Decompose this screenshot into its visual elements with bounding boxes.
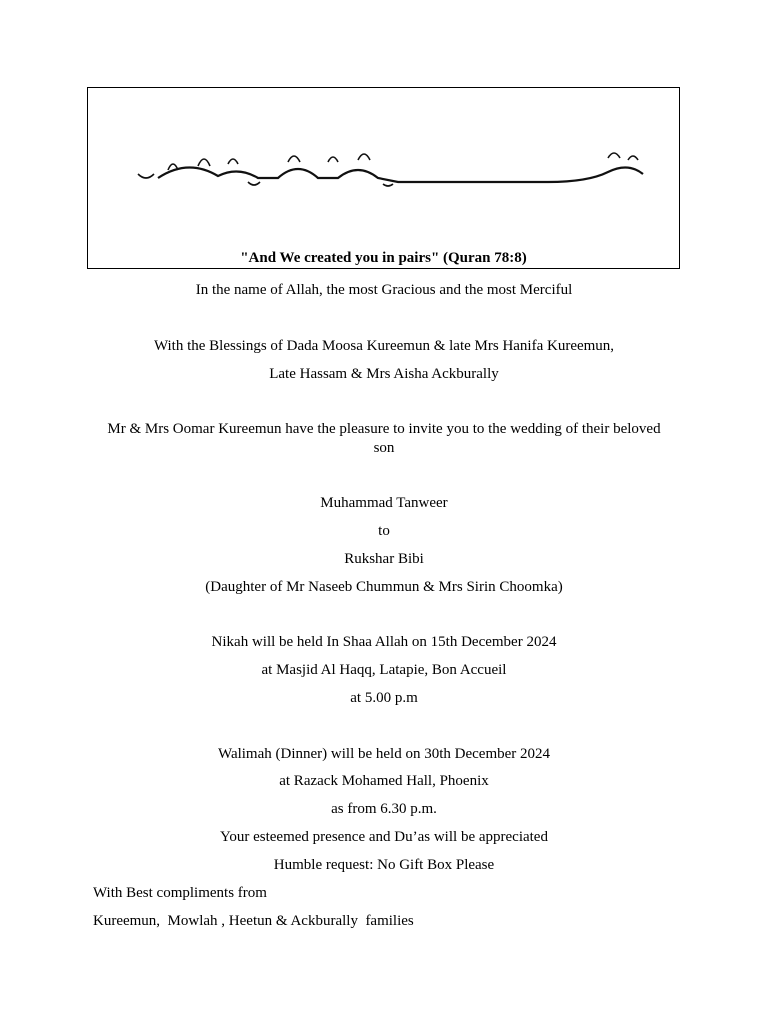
bride-parents: (Daughter of Mr Naseeb Chummun & Mrs Sirin Choomka) [205, 579, 563, 595]
to-text: to [378, 523, 390, 539]
presence-text: Your esteemed presence and Du’as will be appreciated [220, 829, 548, 845]
compliments-text: With Best compliments from [93, 885, 267, 901]
bride-name: Rukshar Bibi [344, 551, 424, 567]
walimah-time: as from 6.30 p.m. [331, 801, 437, 817]
bismillah-translation: In the name of Allah, the most Gracious and the most Merciful [195, 282, 573, 298]
invite-line-1: Mr & Mrs Oomar Kureemun have the pleasure to invite you to the wedding of their beloved [107, 421, 661, 437]
header-box [87, 87, 680, 269]
nikah-date: Nikah will be held In Shaa Allah on 15th December 2024 [211, 634, 557, 650]
invite-line-2: son [373, 440, 395, 456]
gift-request: Humble request: No Gift Box Please [273, 857, 495, 873]
blessings-line-2: Late Hassam & Mrs Aisha Ackburally [269, 366, 499, 382]
walimah-venue: at Razack Mohamed Hall, Phoenix [279, 773, 489, 789]
blessings-line-1: With the Blessings of Dada Moosa Kureemun & late Mrs Hanifa Kureemun, [153, 338, 615, 354]
quran-quote: "And We created you in pairs" (Quran 78:8) [240, 250, 527, 266]
walimah-date: Walimah (Dinner) will be held on 30th December 2024 [217, 746, 551, 762]
bismillah-calligraphy [128, 148, 648, 188]
groom-name: Muhammad Tanweer [320, 495, 448, 511]
families-text: Kureemun, Mowlah , Heetun & Ackburally families [93, 913, 414, 929]
nikah-venue: at Masjid Al Haqq, Latapie, Bon Accueil [261, 662, 507, 678]
nikah-time: at 5.00 p.m [350, 690, 418, 706]
